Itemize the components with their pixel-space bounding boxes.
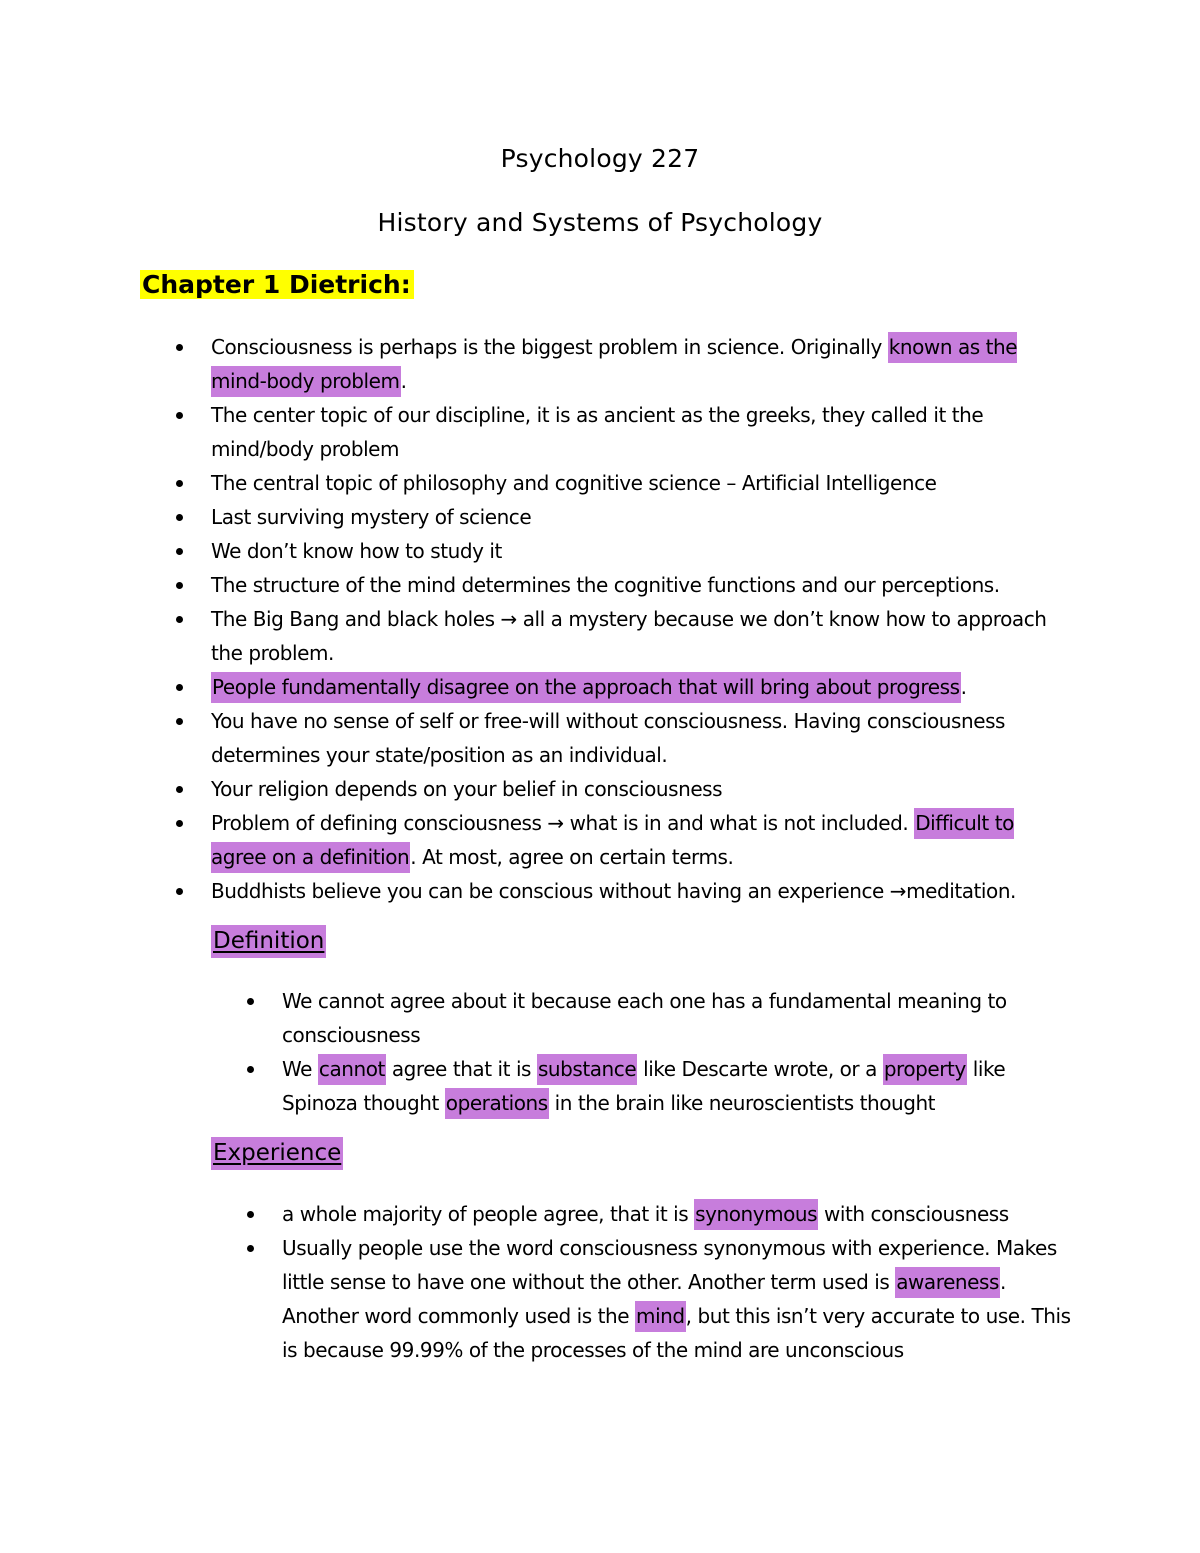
highlighted-text: property	[883, 1054, 967, 1085]
list-item-text: .	[400, 369, 407, 393]
list-item	[140, 670, 1070, 704]
list-item-text: in the brain like neuroscientists thought	[548, 1091, 936, 1115]
list-item	[211, 1197, 1071, 1231]
document-title: Psychology 227	[500, 144, 700, 173]
list-item	[211, 1231, 1071, 1367]
list-item-text: Buddhists believe you can be conscious without having an experience →meditation.	[211, 879, 1016, 903]
list-item	[140, 772, 1070, 806]
list-item-text: You have no sense of self or free-will without consciousness. Having consciousness determines your state/position as an individual.	[211, 709, 1006, 767]
highlighted-text: awareness	[895, 1267, 1000, 1298]
list-item-text: Usually people use the word consciousness synonymous with experience. Makes little sense to have one without the other. Another term used is	[282, 1236, 1057, 1294]
list-item	[140, 704, 1070, 772]
section-heading-experience	[211, 1140, 343, 1166]
list-item-text: The center topic of our discipline, it is as ancient as the greeks, they called it the mind/body problem	[211, 403, 984, 461]
chapter-heading	[140, 270, 414, 299]
list-item-text: The structure of the mind determines the cognitive functions and our perceptions.	[211, 573, 1000, 597]
highlighted-text: known as the mind-body problem	[211, 332, 1017, 397]
highlighted-text: Difficult to agree on a definition	[211, 808, 1014, 873]
list-item	[140, 568, 1070, 602]
highlighted-text: substance	[537, 1054, 637, 1085]
list-item-text: The Big Bang and black holes → all a mystery because we don’t know how to approach the problem.	[211, 607, 1047, 665]
list-item-text: Your religion depends on your belief in consciousness	[211, 777, 723, 801]
list-item-text: Problem of defining consciousness → what is in and what is not included.	[211, 811, 915, 835]
list-item	[140, 806, 1070, 874]
list-item-text: a whole majority of people agree, that it is	[282, 1202, 695, 1226]
list-item-text: . Another word commonly used is the	[282, 1270, 1006, 1328]
chapter-heading-text: Chapter 1 Dietrich:	[140, 270, 414, 299]
list-item-text: like Spinoza thought	[282, 1057, 1006, 1115]
list-item-text: Last surviving mystery of science	[211, 505, 532, 529]
list-item	[140, 330, 1070, 398]
list-item	[140, 398, 1070, 466]
list-item	[140, 602, 1070, 670]
list-item-text: .	[960, 675, 967, 699]
list-item	[211, 984, 1071, 1052]
highlighted-text: mind	[635, 1301, 686, 1332]
list-item	[140, 466, 1070, 500]
list-item	[140, 500, 1070, 534]
list-item-text: agree that it is	[385, 1057, 537, 1081]
highlighted-text: cannot	[318, 1054, 386, 1085]
list-item-text: like Descarte wrote, or a	[637, 1057, 883, 1081]
list-item-text: We don’t know how to study it	[211, 539, 502, 563]
section-heading-text: Experience	[211, 1137, 343, 1170]
highlighted-text: operations	[445, 1088, 549, 1119]
list-item-text: We	[282, 1057, 318, 1081]
highlighted-text: synonymous	[694, 1199, 818, 1230]
list-item	[211, 1052, 1071, 1120]
list-item-text: . At most, agree on certain terms.	[410, 845, 734, 869]
highlighted-text: People fundamentally disagree on the approach that will bring about progress	[211, 672, 961, 703]
list-item	[140, 534, 1070, 568]
list-item	[140, 874, 1070, 908]
section-heading-definition	[211, 928, 326, 954]
chapter-bullet-list	[140, 330, 1070, 908]
experience-bullet-list	[211, 1197, 1071, 1367]
section-heading-text: Definition	[211, 925, 326, 958]
list-item-text: with consciousness	[818, 1202, 1009, 1226]
list-item-text: , but this isn’t very accurate to use. This is because 99.99% of the processes of the mind are unconscious	[282, 1304, 1071, 1362]
list-item-text: Consciousness is perhaps is the biggest problem in science. Originally	[211, 335, 888, 359]
list-item-text: We cannot agree about it because each one has a fundamental meaning to consciousness	[282, 989, 1007, 1047]
document-subtitle: History and Systems of Psychology	[377, 208, 823, 237]
definition-bullet-list	[211, 984, 1071, 1120]
list-item-text: The central topic of philosophy and cognitive science – Artificial Intelligence	[211, 471, 937, 495]
